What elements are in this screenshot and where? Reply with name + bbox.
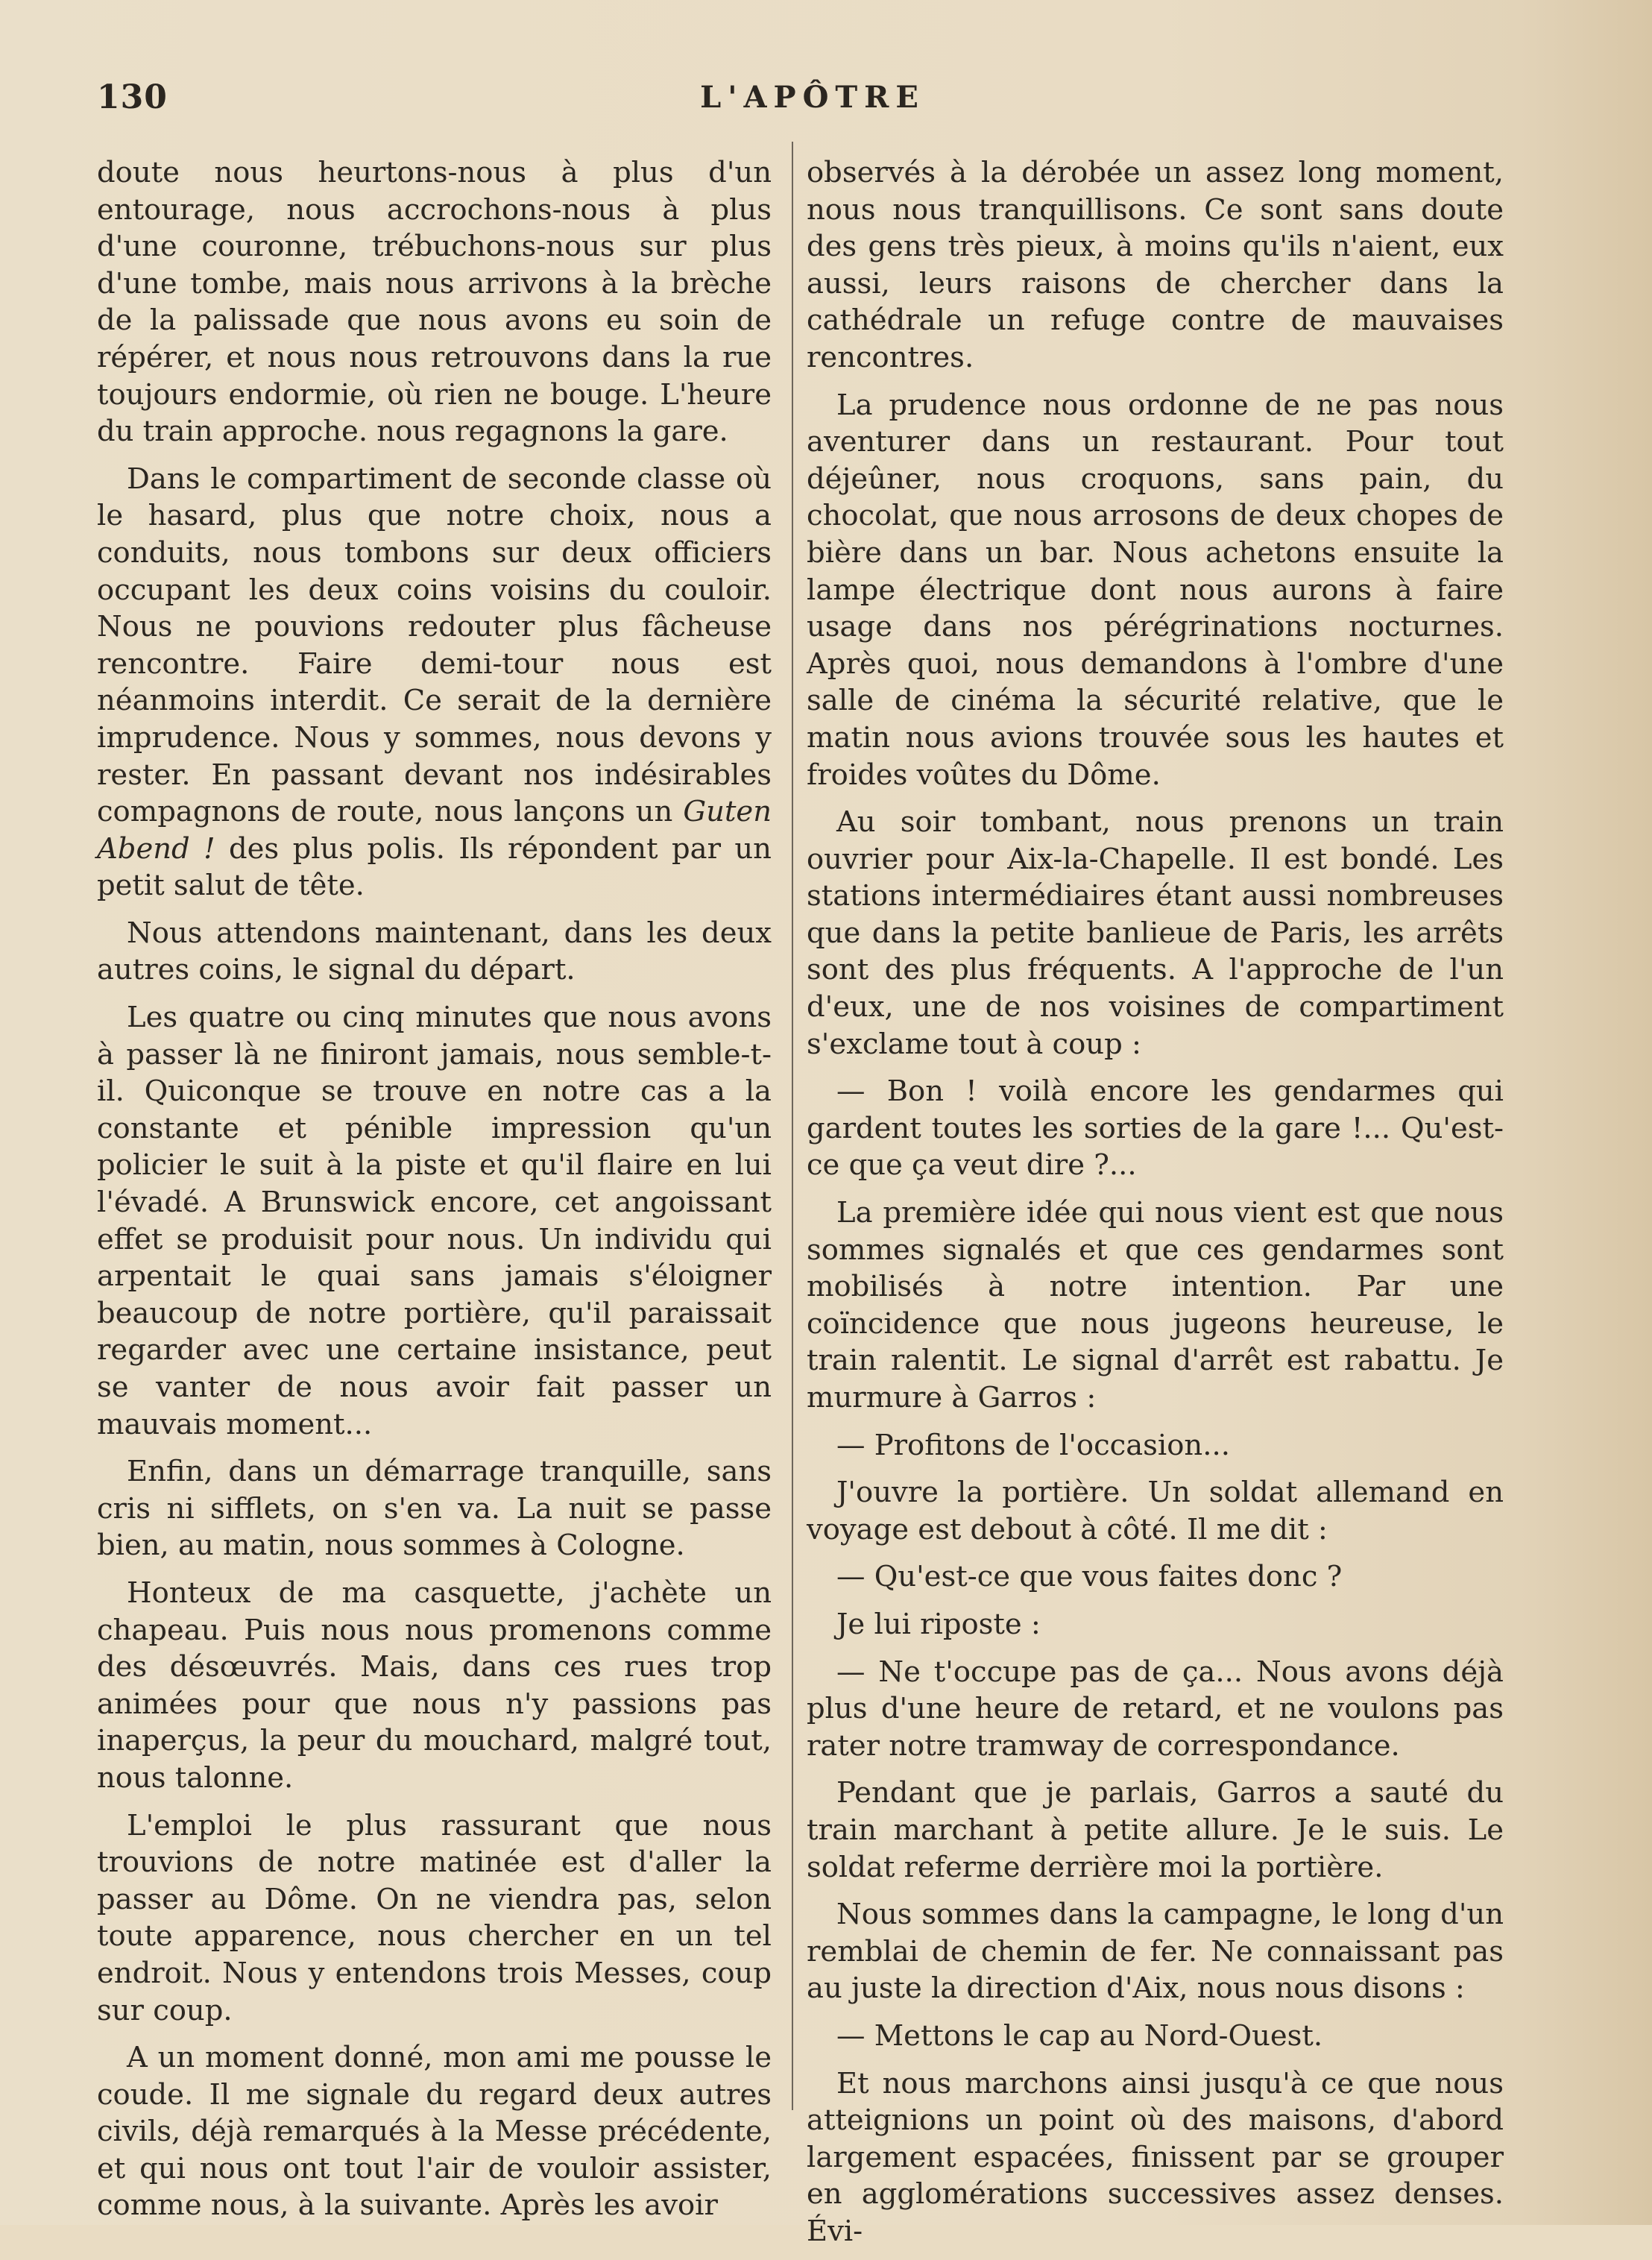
paragraph: Enfin, dans un démarrage tranquille, sans cris ni sifflets, on s'en va. La nuit se passe bien, au matin, nous sommes à Cologne.	[97, 1455, 772, 1563]
page-number: 130	[97, 78, 168, 116]
paragraph: Pendant que je parlais, Garros a sauté du train marchant à petite allure. Je le suis. Le soldat referme derrière moi la portière.	[807, 1776, 1504, 1884]
paragraph: Les quatre ou cinq minutes que nous avons à passer là ne finiront jamais, nous semble-t-il. Quiconque se trouve en notre cas a la constante et pénible impression qu'un policier le suit à la piste et qu'il flaire en lui l'évadé. A Brunswick encore, cet angoissant effet se produisit pour nous. Un individu qui arpentait le quai sans jamais s'éloigner beaucoup de notre portière, qu'il paraissait regarder avec une certaine insistance, peut se vanter de nous avoir fait passer un mauvais moment...	[97, 1001, 772, 1441]
column-divider	[792, 142, 793, 2110]
paragraph: doute nous heurtons-nous à plus d'un entourage, nous accrochons-nous à plus d'une couronne, trébuchons-nous sur plus d'une tombe, mais nous arrivons à la brèche de la palissade que nous avons eu soin de répérer, et nous nous retrouvons dans la rue toujours endormie, où rien ne bouge. L'heure du train approche. nous regagnons la gare.	[97, 156, 772, 449]
running-title: L'APÔTRE	[700, 80, 925, 115]
paragraph: Au soir tombant, nous prenons un train ouvrier pour Aix-la-Chapelle. Il est bondé. Les stations intermédiaires étant aussi nombreuses que dans la petite banlieue de Paris, les arrêts sont des plus fréquents. A l'approche de l'un d'eux, une de nos voisines de compartiment s'exclame tout à coup :	[807, 805, 1504, 1061]
paragraph: A un moment donné, mon ami me pousse le coude. Il me signale du regard deux autres civils, déjà remarqués à la Messe précédente, et qui nous ont tout l'air de vouloir assister, comme nous, à la suivante. Après les avoir	[97, 2041, 772, 2223]
page-header	[97, 78, 1528, 123]
paragraph: observés à la dérobée un assez long moment, nous nous tranquillisons. Ce sont sans doute des gens très pieux, à moins qu'ils n'aient, eux aussi, leurs raisons de chercher dans la cathédrale un refuge contre de mauvaises rencontres.	[807, 156, 1504, 374]
dialogue-line: — Bon ! voilà encore les gendarmes qui gardent toutes les sorties de la gare !... Qu'est-ce que ça veut dire ?...	[807, 1074, 1504, 1183]
paragraph: L'emploi le plus rassurant que nous trouvions de notre matinée est d'aller la passer au Dôme. On ne viendra pas, selon toute apparence, nous chercher en un tel endroit. Nous y entendons trois Messes, coup sur coup.	[97, 1808, 772, 2027]
right-column	[807, 154, 1504, 2260]
dialogue-line: — Profitons de l'occasion...	[836, 1428, 1230, 1462]
paragraph: Nous sommes dans la campagne, le long d'un remblai de chemin de fer. Ne connaissant pas au juste la direction d'Aix, nous nous disons :	[807, 1898, 1504, 2006]
dialogue-line: — Ne t'occupe pas de ça... Nous avons déjà plus d'une heure de retard, et ne voulons pas rater notre tramway de correspondance.	[807, 1655, 1504, 1763]
paragraph: La prudence nous ordonne de ne pas nous aventurer dans un restaurant. Pour tout déjeûner, nous croquons, sans pain, du chocolat, que nous arrosons de deux chopes de bière dans un bar. Nous achetons ensuite la lampe électrique dont nous aurons à faire usage dans nos pérégrinations nocturnes. Après quoi, nous demandons à l'ombre d'une salle de cinéma la sécurité relative, que le matin nous avions trouvée sous les hautes et froides voûtes du Dôme.	[807, 388, 1504, 792]
paragraph-text-after: des plus polis. Ils répondent par un petit salut de tête.	[97, 831, 772, 903]
left-column	[97, 154, 772, 2235]
paragraph-text: Dans le compartiment de seconde classe où le hasard, plus que notre choix, nous a conduits, nous tombons sur deux officiers occupant les deux coins voisins du couloir. Nous ne pouvions redouter plus fâcheuse rencontre. Faire demi-tour nous est néanmoins interdit. Ce serait de la dernière imprudence. Nous y sommes, nous devons y rester. En passant devant nos indésirables compagnons de route, nous lançons un	[97, 462, 772, 829]
paragraph: La première idée qui nous vient est que nous sommes signalés et que ces gendarmes sont mobilisés à notre intention. Par une coïncidence que nous jugeons heureuse, le train ralentit. Le signal d'arrêt est rabattu. Je murmure à Garros :	[807, 1196, 1504, 1414]
paragraph: Je lui riposte :	[836, 1607, 1041, 1641]
paragraph: Honteux de ma casquette, j'achète un chapeau. Puis nous nous promenons comme des désœuvrés. Mais, dans ces rues trop animées pour que nous n'y passions pas inaperçus, la peur du mouchard, malgré tout, nous talonne.	[97, 1576, 772, 1795]
paragraph: Et nous marchons ainsi jusqu'à ce que nous atteignions un point où des maisons, d'abord largement espacées, finissent par se grouper en agglomérations successives assez denses. Évi-	[807, 2066, 1504, 2248]
paragraph	[97, 461, 772, 904]
italic-phrase: Guten Abend !	[97, 795, 772, 866]
dialogue-line: — Mettons le cap au Nord-Ouest.	[836, 2018, 1323, 2053]
paragraph: J'ouvre la portière. Un soldat allemand en voyage est debout à côté. Il me dit :	[807, 1476, 1504, 1546]
dialogue-line: — Qu'est-ce que vous faites donc ?	[836, 1560, 1343, 1594]
paragraph: Nous attendons maintenant, dans les deux autres coins, le signal du départ.	[97, 916, 772, 987]
